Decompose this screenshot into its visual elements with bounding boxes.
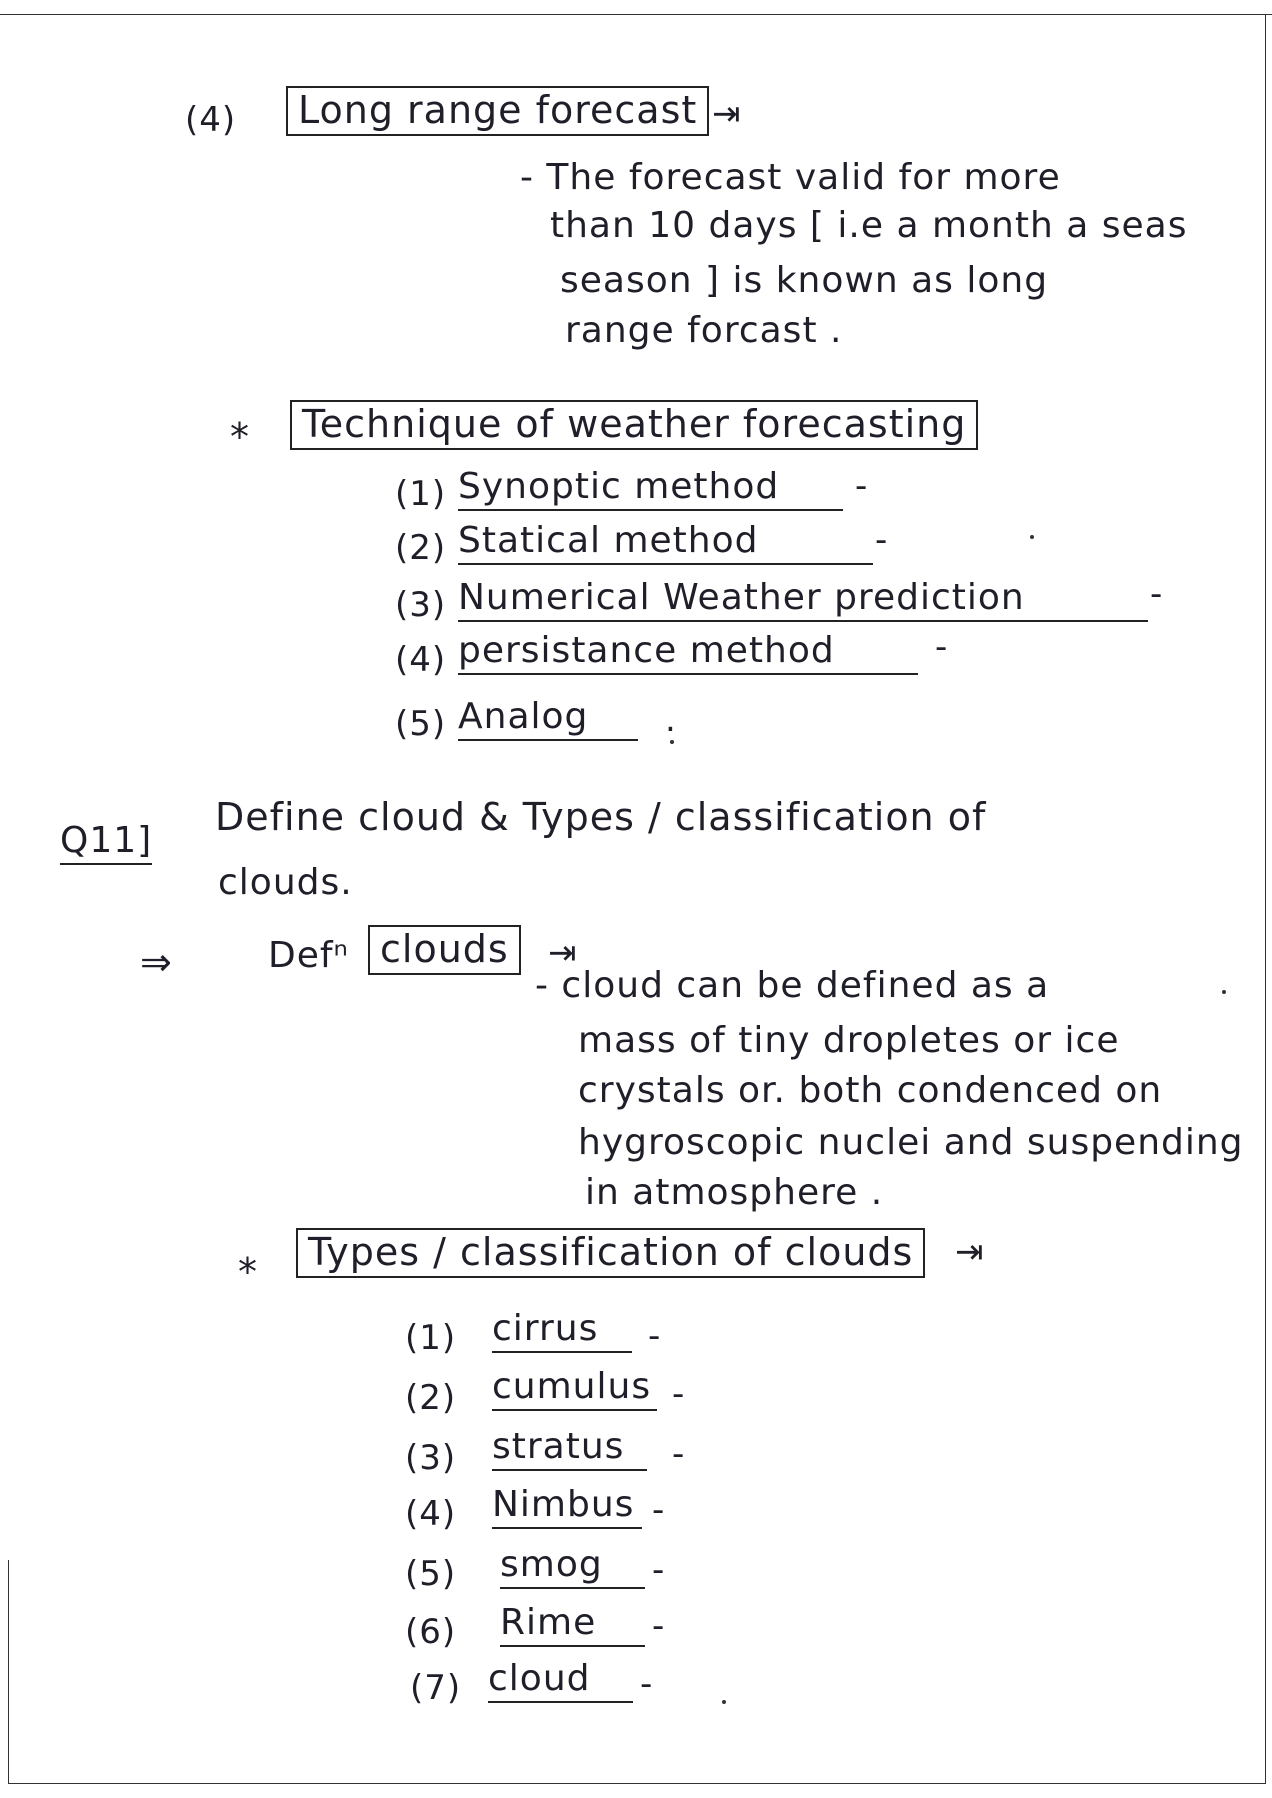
list-item-label: cumulus	[492, 1366, 657, 1411]
arrow-icon: ⇥	[712, 94, 742, 134]
list-number: (1)	[405, 1318, 457, 1358]
paragraph-line: range forcast .	[565, 310, 843, 351]
question-text: clouds.	[218, 862, 353, 903]
list-item-label: stratus	[492, 1426, 647, 1471]
list-item-label: smog	[500, 1544, 645, 1589]
stray-dot	[1222, 990, 1226, 994]
list-number: (3)	[405, 1438, 457, 1478]
list-dash: .	[665, 700, 677, 740]
list-dash: -	[672, 1374, 686, 1414]
question-text: Define cloud & Types / classification of	[215, 795, 987, 839]
left-border-line	[8, 1560, 9, 1784]
implies-arrow-icon: ⇒	[140, 940, 173, 984]
paragraph-line: season ] is known as long	[560, 260, 1049, 301]
arrow-icon: ⇥	[548, 933, 578, 973]
right-border-line	[1265, 14, 1266, 1784]
list-number: (2)	[405, 1378, 457, 1418]
list-dash: -	[855, 466, 869, 506]
stray-dot	[722, 1700, 726, 1704]
paragraph-line: mass of tiny dropletes or ice	[578, 1020, 1120, 1061]
list-number: (6)	[405, 1612, 457, 1652]
list-number: (2)	[395, 528, 447, 568]
paragraph-line: in atmosphere .	[585, 1172, 884, 1213]
list-dash: -	[652, 1606, 666, 1646]
list-item-label: Numerical Weather prediction	[458, 577, 1148, 622]
list-item-label: cirrus	[492, 1308, 632, 1353]
definition-prefix: Defⁿ	[268, 935, 349, 976]
list-dash: -	[935, 627, 949, 667]
list-number: (1)	[395, 474, 447, 514]
section-heading-techniques: Technique of weather forecasting	[290, 400, 978, 450]
paragraph-line: - The forecast valid for more	[520, 157, 1061, 198]
list-dash: -	[640, 1664, 654, 1704]
paragraph-line: crystals or. both condenced on	[578, 1070, 1163, 1111]
definition-heading-clouds: clouds	[368, 925, 521, 975]
list-number: (4)	[395, 640, 447, 680]
bottom-border-line	[8, 1783, 1266, 1784]
list-item-label: Rime	[500, 1602, 645, 1647]
list-dash: -	[1150, 574, 1164, 614]
list-number: (5)	[405, 1554, 457, 1594]
list-number: (5)	[395, 704, 447, 744]
star-bullet: *	[230, 415, 250, 459]
paragraph-line: - cloud can be defined as a	[535, 965, 1050, 1006]
list-dash: -	[875, 520, 889, 560]
section-heading-long-range-forecast: Long range forecast	[286, 86, 709, 136]
paragraph-line: than 10 days [ i.e a month a seas	[550, 205, 1188, 246]
paragraph-line: hygroscopic nuclei and suspending	[578, 1122, 1244, 1163]
star-bullet: *	[238, 1250, 258, 1294]
stray-dot	[1030, 535, 1034, 539]
list-dash: -	[648, 1316, 662, 1356]
list-item-label: cloud	[488, 1658, 633, 1703]
section-number: (4)	[185, 100, 237, 140]
list-dash: -	[652, 1550, 666, 1590]
list-dash: -	[672, 1434, 686, 1474]
list-number: (7)	[410, 1668, 462, 1708]
list-number: (3)	[395, 585, 447, 625]
list-item-label: Synoptic method	[458, 466, 843, 511]
list-dash: -	[652, 1490, 666, 1530]
list-item-label: Analog	[458, 696, 638, 741]
top-border-line	[0, 14, 1272, 15]
list-number: (4)	[405, 1494, 457, 1534]
list-item-label: persistance method	[458, 630, 918, 675]
section-heading-types-of-clouds: Types / classification of clouds	[296, 1228, 925, 1278]
question-number: Q11]	[60, 820, 152, 865]
stray-dot	[670, 740, 674, 744]
arrow-icon: ⇥	[955, 1232, 985, 1272]
list-item-label: Statical method	[458, 520, 873, 565]
list-item-label: Nimbus	[492, 1484, 642, 1529]
